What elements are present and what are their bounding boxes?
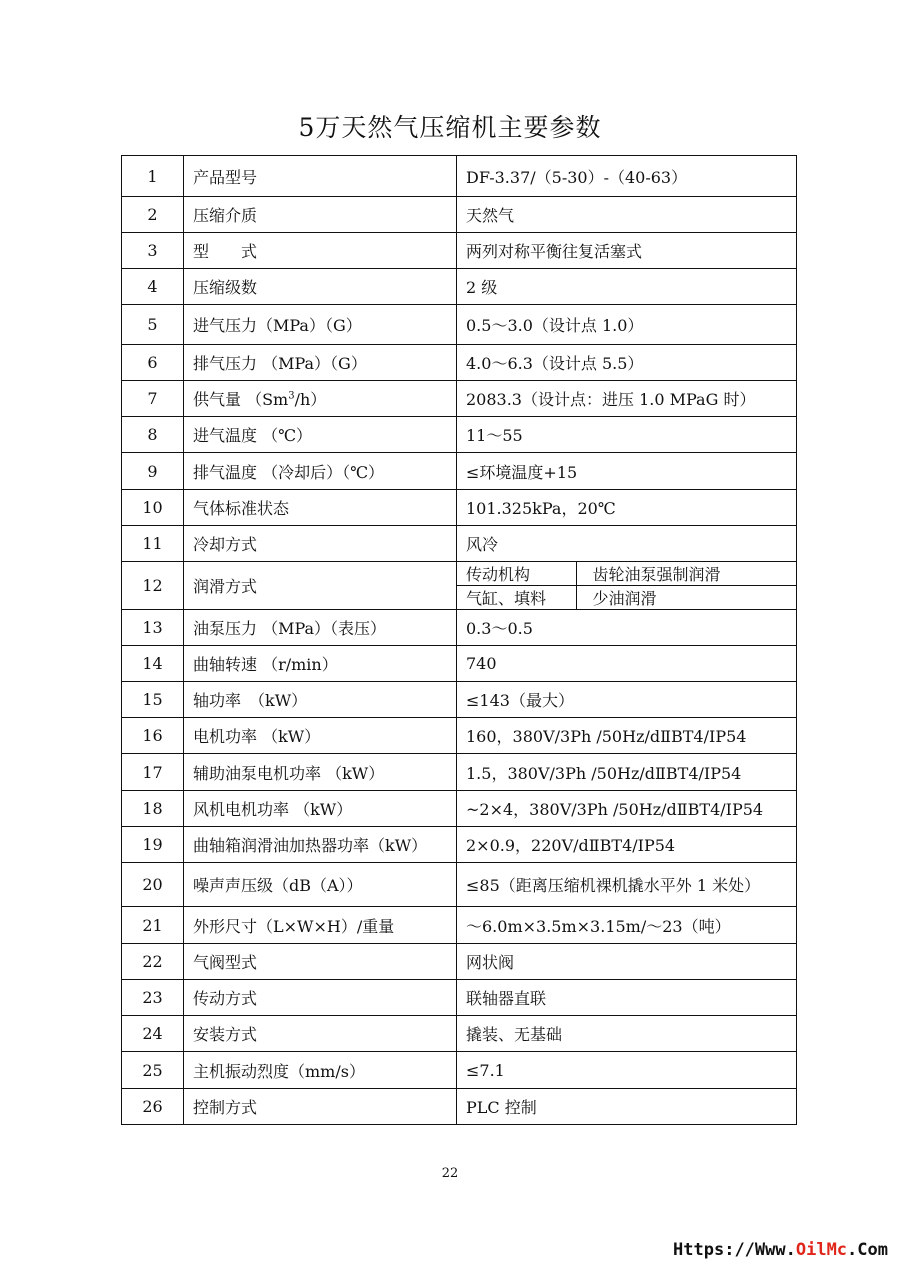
param-value: 11～55 <box>457 417 797 453</box>
row-number: 7 <box>122 381 184 417</box>
row-number: 3 <box>122 233 184 269</box>
param-name: 型 式 <box>184 233 457 269</box>
param-value: PLC 控制 <box>457 1089 797 1125</box>
page-number: 22 <box>441 1166 459 1181</box>
row-number: 10 <box>122 490 184 526</box>
table-row <box>122 453 797 490</box>
param-name: 气体标准状态 <box>184 490 457 526</box>
table-row <box>122 526 797 562</box>
param-name: 控制方式 <box>184 1089 457 1125</box>
param-name: 风机电机功率 （kW） <box>184 791 457 827</box>
row-number: 13 <box>122 610 184 646</box>
table-row <box>122 682 797 718</box>
table-row <box>122 827 797 863</box>
param-name: 电机功率 （kW） <box>184 718 457 754</box>
param-value: 2×0.9，220V/dⅡBT4/IP54 <box>457 827 797 863</box>
subtable-row <box>457 586 796 610</box>
row-number: 1 <box>122 156 184 197</box>
param-name: 润滑方式 <box>184 562 457 610</box>
table-row <box>122 1016 797 1052</box>
param-name: 外形尺寸（L×W×H）/重量 <box>184 907 457 944</box>
param-name: 进气温度 （℃） <box>184 417 457 453</box>
table-row <box>122 233 797 269</box>
param-value: 2083.3（设计点：进压 1.0 MPaG 时） <box>457 381 797 417</box>
lubrication-part: 气缸、填料 <box>457 586 576 610</box>
param-value: 4.0～6.3（设计点 5.5） <box>457 345 797 381</box>
param-name: 安装方式 <box>184 1016 457 1052</box>
lubrication-part: 传动机构 <box>457 562 576 586</box>
row-number: 4 <box>122 269 184 305</box>
param-value: 0.3～0.5 <box>457 610 797 646</box>
param-name: 曲轴转速 （r/min） <box>184 646 457 682</box>
row-number: 24 <box>122 1016 184 1052</box>
watermark-brand: OilMc <box>795 1240 848 1260</box>
table-row <box>122 718 797 754</box>
table-row <box>122 610 797 646</box>
param-value: 撬装、无基础 <box>457 1016 797 1052</box>
param-name: 冷却方式 <box>184 526 457 562</box>
table-row <box>122 381 797 417</box>
param-name: 辅助油泵电机功率 （kW） <box>184 754 457 791</box>
param-name: 油泵压力 （MPa）（表压） <box>184 610 457 646</box>
table-row <box>122 562 797 610</box>
table-row <box>122 1089 797 1125</box>
param-name: 排气温度 （冷却后）（℃） <box>184 453 457 490</box>
lubrication-subtable <box>457 562 796 609</box>
lubrication-method: 少油润滑 <box>576 586 796 610</box>
param-name-prefix: 供气量 （Sm <box>193 390 289 409</box>
table-row <box>122 1052 797 1089</box>
param-name: 噪声声压级（dB（A）） <box>184 863 457 907</box>
param-value: 风冷 <box>457 526 797 562</box>
param-value: 1.5，380V/3Ph /50Hz/dⅡBT4/IP54 <box>457 754 797 791</box>
row-number: 11 <box>122 526 184 562</box>
param-value: 740 <box>457 646 797 682</box>
param-value: 两列对称平衡往复活塞式 <box>457 233 797 269</box>
table-row <box>122 863 797 907</box>
table-row <box>122 490 797 526</box>
row-number: 25 <box>122 1052 184 1089</box>
row-number: 6 <box>122 345 184 381</box>
row-number: 8 <box>122 417 184 453</box>
row-number: 5 <box>122 305 184 345</box>
param-value: 联轴器直联 <box>457 980 797 1016</box>
table-row <box>122 269 797 305</box>
superscript-3: 3 <box>288 390 295 402</box>
param-value: ≤85（距离压缩机裸机撬水平外 1 米处） <box>457 863 797 907</box>
param-name: 传动方式 <box>184 980 457 1016</box>
lubrication-method: 齿轮油泵强制润滑 <box>576 562 796 586</box>
watermark-suffix: .Com <box>847 1240 888 1260</box>
row-number: 22 <box>122 944 184 980</box>
table-row <box>122 944 797 980</box>
param-name: 产品型号 <box>184 156 457 197</box>
row-number: 16 <box>122 718 184 754</box>
table-row <box>122 197 797 233</box>
table-row <box>122 907 797 944</box>
parameters-table <box>121 155 797 1125</box>
row-number: 17 <box>122 754 184 791</box>
row-number: 21 <box>122 907 184 944</box>
param-value: 0.5～3.0（设计点 1.0） <box>457 305 797 345</box>
row-number: 14 <box>122 646 184 682</box>
table-row <box>122 791 797 827</box>
table-row <box>122 305 797 345</box>
param-name: 排气压力 （MPa）（G） <box>184 345 457 381</box>
param-value: ≤7.1 <box>457 1052 797 1089</box>
watermark-prefix: Https://Www. <box>673 1240 796 1260</box>
param-value: ～6.0m×3.5m×3.15m/～23（吨） <box>457 907 797 944</box>
document-title: 5万天然气压缩机主要参数 <box>298 113 602 142</box>
param-name: 主机振动烈度（mm/s） <box>184 1052 457 1089</box>
param-name: 气阀型式 <box>184 944 457 980</box>
row-number: 12 <box>122 562 184 610</box>
param-value: DF-3.37/（5-30）-（40-63） <box>457 156 797 197</box>
param-value: 160，380V/3Ph /50Hz/dⅡBT4/IP54 <box>457 718 797 754</box>
row-number: 26 <box>122 1089 184 1125</box>
table-row <box>122 980 797 1016</box>
watermark-url <box>673 1240 888 1260</box>
param-value: 101.325kPa，20℃ <box>457 490 797 526</box>
param-name <box>184 381 457 417</box>
subtable-row <box>457 562 796 586</box>
table-row <box>122 345 797 381</box>
table-row <box>122 646 797 682</box>
param-name-suffix: /h） <box>294 390 327 409</box>
param-name: 进气压力（MPa）（G） <box>184 305 457 345</box>
row-number: 18 <box>122 791 184 827</box>
table-row <box>122 417 797 453</box>
row-number: 19 <box>122 827 184 863</box>
param-value: ≤143（最大） <box>457 682 797 718</box>
row-number: 15 <box>122 682 184 718</box>
row-number: 20 <box>122 863 184 907</box>
param-value: ~2×4，380V/3Ph /50Hz/dⅡBT4/IP54 <box>457 791 797 827</box>
row-number: 9 <box>122 453 184 490</box>
row-number: 23 <box>122 980 184 1016</box>
table-row <box>122 156 797 197</box>
row-number: 2 <box>122 197 184 233</box>
lubrication-subtable-cell <box>457 562 797 610</box>
param-value: 天然气 <box>457 197 797 233</box>
param-value: 网状阀 <box>457 944 797 980</box>
param-name: 曲轴箱润滑油加热器功率（kW） <box>184 827 457 863</box>
param-value: 2 级 <box>457 269 797 305</box>
param-name: 压缩级数 <box>184 269 457 305</box>
param-name: 压缩介质 <box>184 197 457 233</box>
param-name: 轴功率 （kW） <box>184 682 457 718</box>
table-row <box>122 754 797 791</box>
param-value: ≤环境温度+15 <box>457 453 797 490</box>
